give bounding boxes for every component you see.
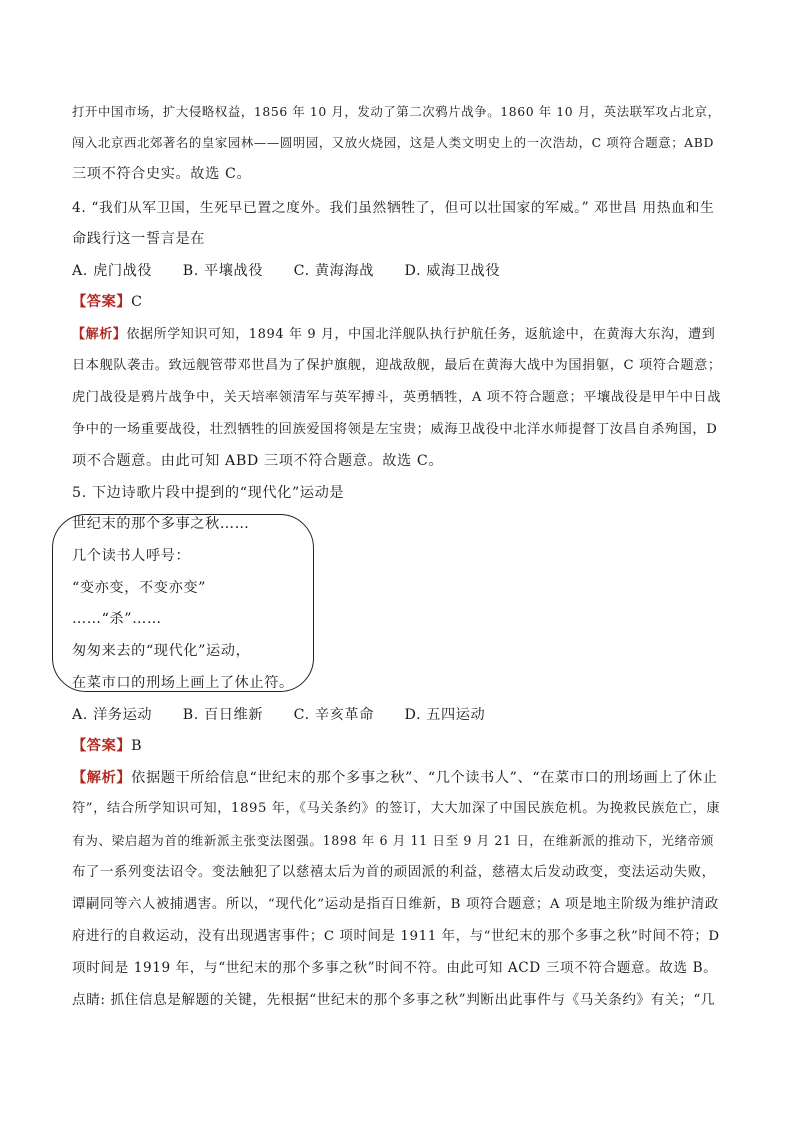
poem-line-2: 几个读书人呼号： <box>72 548 191 564</box>
poem-line-1: 世纪末的那个多事之秋…… <box>72 516 250 532</box>
q4-analysis-line-4: 争中的一场重要战役，壮烈牺牲的回族爱国将领是左宝贵；威海卫战役中北洋水师提督丁汝昌自杀殉国，D <box>72 422 718 437</box>
q5-answer <box>72 736 142 756</box>
q4-analysis-line-2: 日本舰队袭击。致远舰管带邓世昌为了保护旗舰，迎战敌舰，最后在黄海大战中为国捐躯，C 项符合题意； <box>72 358 722 373</box>
intro-line-1: 打开中国市场，扩大侵略权益，1856 年 10 月，发动了第二次鸦片战争。1860 年 10 月，英法联军攻占北京， <box>72 104 721 119</box>
q4-analysis-label: 【解析】 <box>72 327 127 342</box>
poem-line-3: “变亦变，不变亦变” <box>72 580 207 596</box>
poem-line-4: ……“杀”…… <box>72 611 162 627</box>
q4-analysis-line-5: 项不合题意。由此可知 ABD 三项不符合题意。故选 C。 <box>72 453 444 469</box>
q4-analysis-line-1 <box>72 325 715 345</box>
q4-stem-line-1: 4. “我们从军卫国，生死早已置之度外。我们虽然牺牲了，但可以壮国家的军威。” 邓世昌 用热血和生 <box>72 200 715 216</box>
q5-analysis-text-1: 依据题干所给信息“世纪末的那个多事之秋”、“几个读书人”、“在菜市口的刑场画上了休止 <box>131 770 718 786</box>
q4-stem-line-2: 命践行这一誓言是在 <box>72 231 206 247</box>
poem-box <box>52 514 314 692</box>
q4-option-a: A. 虎门战役 <box>72 263 153 279</box>
q5-analysis-line-1 <box>72 768 718 788</box>
q5-option-b: B. 百日维新 <box>182 707 264 723</box>
q5-option-c: C. 辛亥革命 <box>293 707 374 723</box>
q5-stem: 5. 下边诗歌片段中提到的“现代化”运动是 <box>72 485 345 501</box>
intro-line-2: 闯入北京西北郊著名的皇家园林——圆明园，又放火烧园，这是人类文明史上的一次浩劫，C 项符合题意；ABD <box>72 135 714 150</box>
q4-answer <box>72 292 143 312</box>
q5-analysis-line-7: 项时间是 1919 年，与“世纪末的那个多事之秋”时间不符。由此可知 ACD 三项不符合题意。故选 B。 <box>72 960 718 976</box>
q4-answer-value: C <box>131 294 143 310</box>
q5-analysis-line-6: 府进行的自救运动，没有出现遇害事件；C 项时间是 1911 年，与“世纪末的那个多事之秋”时间不符；D <box>72 929 720 944</box>
q4-option-c: C. 黄海海战 <box>293 263 374 279</box>
q5-note-line: 点睛: 抓住信息是解题的关键，先根据“世纪末的那个多事之秋”判断出此事件与《马关条约》有关；“几 <box>72 992 716 1008</box>
q4-options <box>72 261 526 281</box>
poem-line-6: 在菜市口的刑场上画上了休止符。 <box>72 675 294 691</box>
q5-analysis-line-2: 符”，结合所学知识可知，1895 年，《马关条约》的签订，大大加深了中国民族危机。为挽救民族危亡，康 <box>72 801 721 816</box>
q5-analysis-line-4: 布了一系列变法诏令。变法触犯了以慈禧太后为首的顽固派的利益，慈禧太后发动政变，变法运动失败， <box>72 865 716 880</box>
q4-analysis-line-3: 虎门战役是鸦片战争中，关天培率领清军与英军搏斗，英勇牺牲，A 项不符合题意；平壤战役是甲午中日战 <box>72 390 722 405</box>
intro-line-3: 三项不符合史实。故选 C。 <box>72 166 252 182</box>
q5-option-d: D. 五四运动 <box>404 707 486 723</box>
poem-line-5: 匆匆来去的“现代化”运动， <box>72 643 251 659</box>
q4-option-b: B. 平壤战役 <box>182 263 264 279</box>
q5-option-a: A. 洋务运动 <box>72 707 153 723</box>
q5-options <box>72 705 511 725</box>
q4-option-d: D. 威海卫战役 <box>404 263 501 279</box>
q4-analysis-text-1: 依据所学知识可知，1894 年 9 月，中国北洋舰队执行护航任务，返航途中，在黄海大东沟，遭到 <box>126 327 716 342</box>
q5-answer-value: B <box>131 738 143 754</box>
q5-analysis-line-3: 有为、梁启超为首的维新派主张变法图强。1898 年 6 月 11 日至 9 月 21 日，在维新派的推动下，光绪帝颁 <box>72 833 715 848</box>
q5-analysis-line-5: 谭嗣同等六人被捕遇害。所以，“现代化”运动是指百日维新，B 项符合题意；A 项是地主阶级为维护清政 <box>72 897 719 912</box>
q5-answer-label: 【答案】 <box>72 738 132 754</box>
q5-analysis-label: 【解析】 <box>72 770 132 786</box>
q4-answer-label: 【答案】 <box>72 294 132 310</box>
